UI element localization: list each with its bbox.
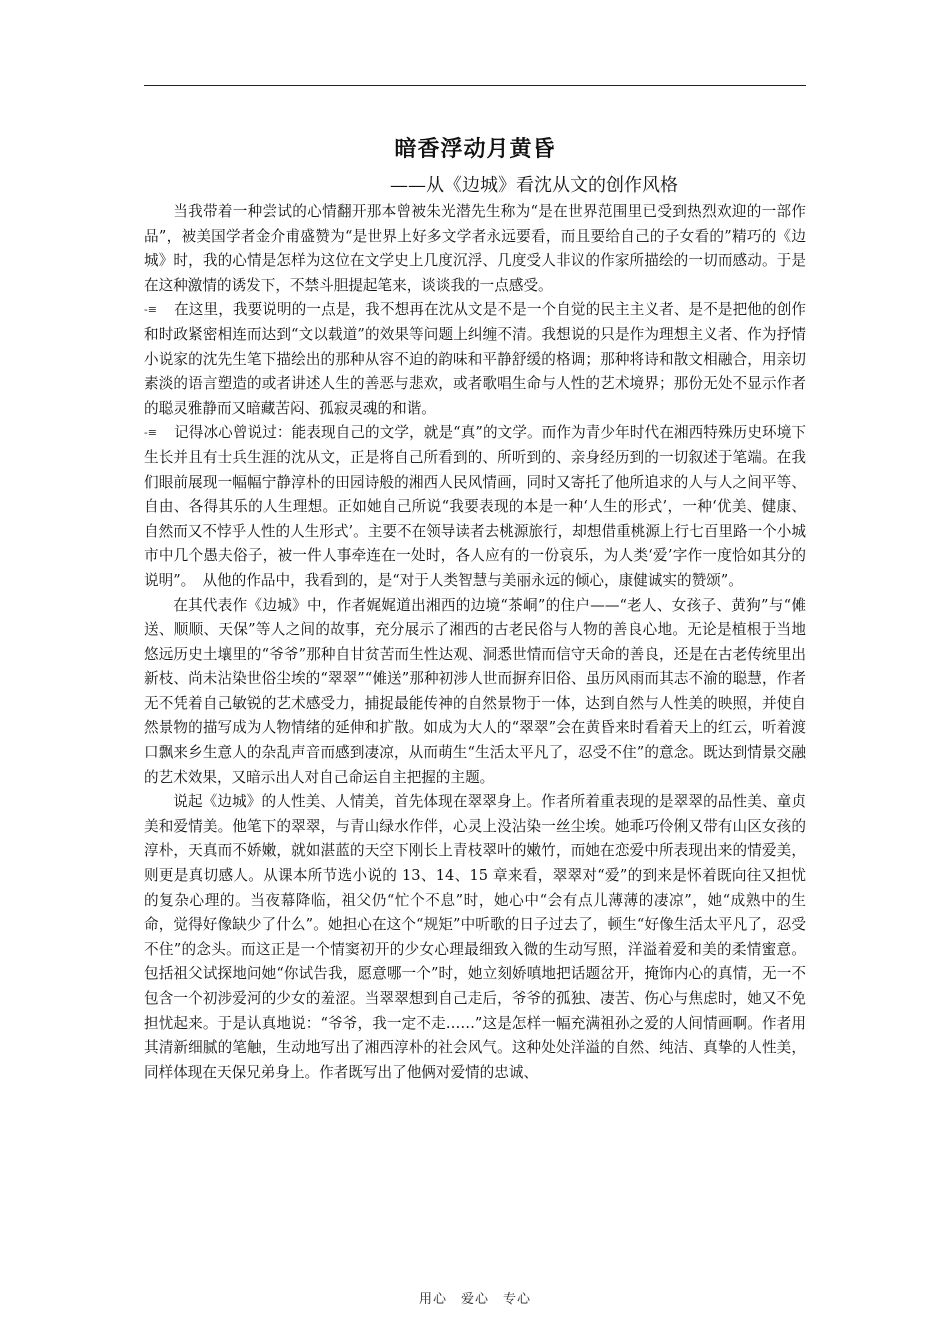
paragraph-4 [144, 594, 806, 791]
paragraph-text: 说起《边城》的人性美、人情美，首先体现在翠翠身上。作者所着重表现的是翠翠的品性美、童贞美和爱情美。他笔下的翠翠，与青山绿水作伴，心灵上没沾染一丝尘埃。她乖巧伶俐又带有山区女孩的淳朴，天真而不娇嫩，就如湛蓝的天空下刚长上青枝翠叶的嫩竹，而她在恋爱中所表现出来的情爱美，则更是真切感人。从课本所节选小说的 13、14、15 章来看，翠翠对“爱”的到来是怀着既向往又担忧的复杂心理的。当夜幕降临，祖父仍“忙个不息”时，她心中“会有点儿薄薄的凄凉”，她“成熟中的生命，觉得好像缺少了什么”。她担心在这个“规矩”中听歌的日子过去了，顿生“好像生活太平凡了，忍受不住”的念头。而这正是一个情窦初开的少女心理最细致入微的生动写照，洋溢着爱和美的柔情蜜意。包括祖父试探地问她“你试告我，愿意哪一个”时，她立刻娇嗔地把话题岔开，掩饰内心的真情，无一不包含一个初涉爱河的少女的羞涩。当翠翠想到自己走后，爷爷的孤独、凄苦、伤心与焦虑时，她又不免担忧起来。于是认真地说：“爷爷，我一定不走……”这是怎样一幅充满祖孙之爱的人间情画啊。作者用其清新细腻的笔触，生动地写出了湘西淳朴的社会风气。这种处处洋溢的自然、纯洁、真挚的人性美，同样体现在天保兄弟身上。作者既写出了他俩对爱情的忠诚、 [144, 793, 806, 1081]
list-marker-icon: -≡ [144, 426, 157, 440]
document-title: 暗香浮动月黄昏 [394, 137, 556, 162]
paragraph-text: 当我带着一种尝试的心情翻开那本曾被朱光潜先生称为“是在世界范围里已受到热烈欢迎的一部作品”，被美国学者金介甫盛赞为“是世界上好多文学者永远要看，而且要给自己的子女看的”精巧的《边城》时，我的心情是怎样为这位在文学史上几度沉浮、几度受人非议的作家所描绘的一切而感动。于是在这种激情的诱发下，不禁斗胆提起笔来，谈谈我的一点感受。 [144, 203, 806, 294]
paragraph-text: 在其代表作《边城》中，作者娓娓道出湘西的边境“茶峒”的住户——“老人、女孩子、黄狗”与“傩送、顺顺、天保”等人之间的故事，充分展示了湘西的古老民俗与人物的善良心地。无论是植根于当地悠远历史土壤里的“爷爷”那种自甘贫苦而生性达观、洞悉世情而信守天命的善良，还是在古老传统里出新枝、尚未沾染世俗尘埃的“翠翠”“傩送”那种初涉人世而摒弃旧俗、虽历风雨而其志不渝的聪慧，作者无不凭着自己敏锐的艺术感受力，捕捉最能传神的自然景物于一体，达到自然与人性美的映照，并使自然景物的描写成为人物情绪的延伸和扩散。如成为大人的“翠翠”会在黄昏来时看着天上的红云，听着渡口飘来乡生意人的杂乱声音而感到凄凉，从而萌生“生活太平凡了，忍受不住”的意念。既达到情景交融的艺术效果，又暗示出人对自己命运自主把握的主题。 [144, 596, 806, 786]
document-subtitle: ——从《边城》看沈从文的创作风格 [390, 175, 678, 196]
list-marker-icon: -≡ [144, 303, 157, 317]
document-body [144, 200, 806, 1085]
header-rule [144, 85, 806, 86]
paragraph-text: 在这里，我要说明的一点是，我不想再在沈从文是不是一个自觉的民主主义者、是不是把他的创作和时政紧密相连而达到“文以载道”的效果等问题上纠缠不清。我想说的只是作为理想主义者、作为抒情小说家的沈先生笔下描绘出的那种从容不迫的韵味和平静舒缓的格调；那种将诗和散文相融合，用亲切素淡的语言塑造的或者讲述人生的善恶与悲欢，或者歌唱生命与人性的艺术境界；那份无处不显示作者的聪灵雅静而又暗藏苦闷、孤寂灵魂的和谐。 [144, 301, 806, 417]
paragraph-text: 记得冰心曾说过：能表现自己的文学，就是“真”的文学。而作为青少年时代在湘西特殊历史环境下生长并且有士兵生涯的沈从文，正是将自己所看到的、所听到的、亲身经历到的一切叙述于笔端。在我们眼前展现一幅幅宁静淳朴的田园诗般的湘西人民风情画，同时又寄托了他所追求的人与人之间平等、自由、各得其乐的人生理想。正如她自己所说“我要表现的本是一种‘人生的形式’，一种‘优美、健康、自然而又不悖乎人性的人生形式’。主要不在领导读者去桃源旅行，却想借重桃源上行七百里路一个小城市中几个愚夫俗子，被一件人事牵连在一处时，各人应有的一份哀乐，为人类‘爱’字作一度恰如其分的说明”。 从他的作品中，我看到的，是“对于人类智慧与美丽永远的倾心，康健诚实的赞颂”。 [144, 424, 806, 589]
paragraph-2 [144, 298, 806, 421]
paragraph-1 [144, 200, 806, 298]
page-footer: 用心 爱心 专心 [418, 1292, 531, 1307]
paragraph-3 [144, 421, 806, 593]
paragraph-5 [144, 790, 806, 1085]
